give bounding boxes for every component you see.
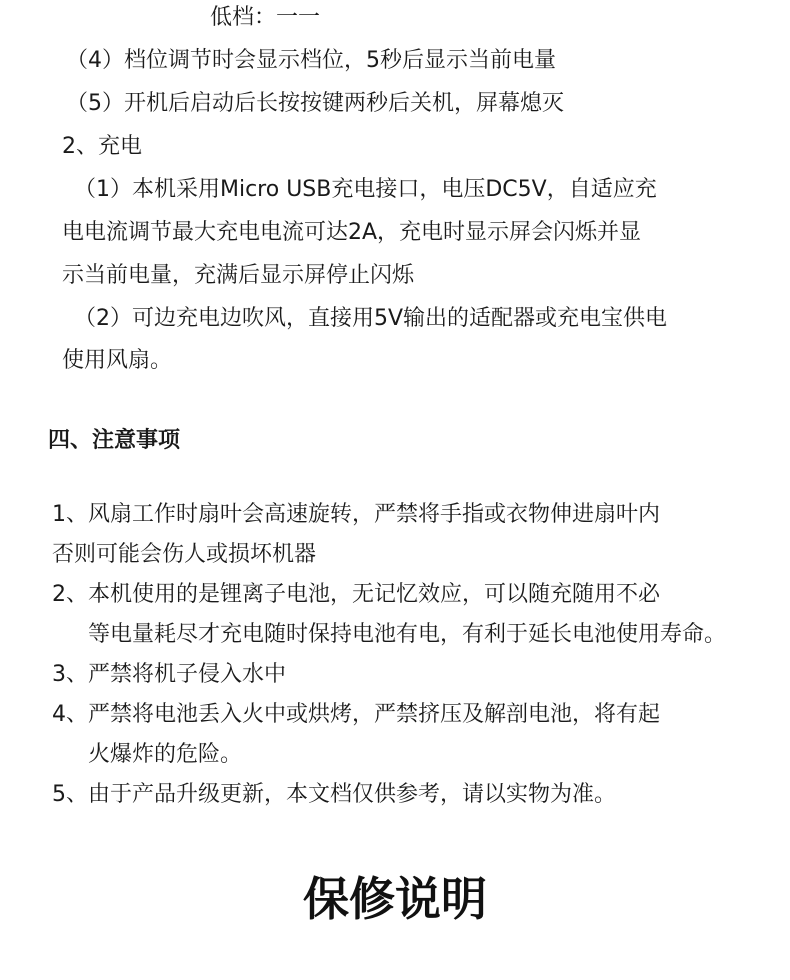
- charging-item-2-line-1: （2）可边充电边吹风，直接用5V输出的适配器或充电宝供电: [74, 306, 668, 331]
- note-4-line-1: 4、严禁将电池丢入火中或烘烤，严禁挤压及解剖电池，将有起: [52, 702, 660, 727]
- note-5: 5、由于产品升级更新，本文档仅供参考，请以实物为准。: [52, 782, 616, 807]
- note-2-line-2: 等电量耗尽才充电随时保持电池有电，有利于延长电池使用寿命。: [88, 622, 727, 647]
- note-2-line-1: 2、本机使用的是锂离子电池，无记忆效应，可以随充随用不必: [52, 582, 660, 607]
- note-1-line-1: 1、风扇工作时扇叶会高速旋转，严禁将手指或衣物伸进扇叶内: [52, 502, 660, 527]
- charging-heading: 2、充电: [62, 134, 142, 159]
- low-gear-line: 低档：一一: [210, 5, 321, 30]
- charging-item-1-line-1: （1）本机采用Micro USB充电接口，电压DC5V，自适应充: [74, 177, 657, 202]
- note-4-line-2: 火爆炸的危险。: [88, 742, 243, 767]
- charging-item-2-line-2: 使用风扇。: [62, 348, 173, 373]
- charging-item-1-line-2: 电电流调节最大充电电流可达2A，充电时显示屏会闪烁并显: [62, 220, 642, 245]
- note-1-line-2: 否则可能会伤人或损坏机器: [52, 542, 317, 567]
- usage-item-4: （4）档位调节时会显示档位，5秒后显示当前电量: [66, 48, 556, 73]
- warranty-title: 保修说明: [303, 872, 487, 926]
- usage-item-5: （5）开机后启动后长按按键两秒后关机，屏幕熄灭: [66, 91, 564, 116]
- charging-item-1-line-3: 示当前电量，充满后显示屏停止闪烁: [62, 263, 415, 288]
- note-3: 3、严禁将机子侵入水中: [52, 662, 286, 687]
- notes-heading: 四、注意事项: [48, 428, 181, 453]
